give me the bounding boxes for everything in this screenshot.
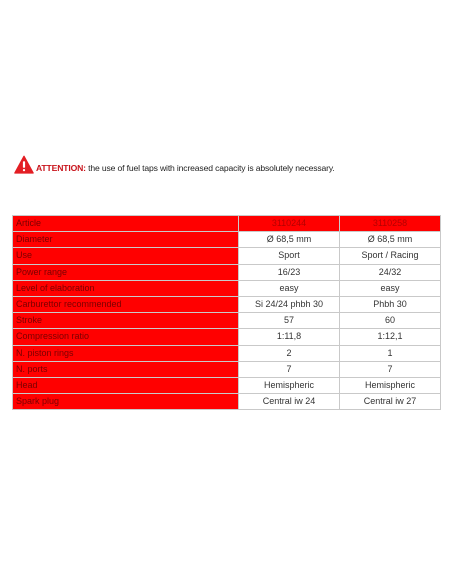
row-value-2: Phbh 30 [340, 296, 441, 312]
row-value-2: 1 [340, 345, 441, 361]
row-value-1: 2 [239, 345, 340, 361]
attention-lead: ATTENTION: [36, 163, 86, 173]
row-label: Diameter [13, 232, 239, 248]
row-label: Head [13, 377, 239, 393]
row-label: Stroke [13, 313, 239, 329]
row-value-1: 1:11,8 [239, 329, 340, 345]
row-value-1: 16/23 [239, 264, 340, 280]
header-col-2: 3110258 [340, 216, 441, 232]
row-value-2: Central iw 27 [340, 394, 441, 410]
row-value-2: Ø 68,5 mm [340, 232, 441, 248]
row-value-2: Hemispheric [340, 377, 441, 393]
row-value-1: Si 24/24 phbh 30 [239, 296, 340, 312]
table-row-spark-plug [13, 394, 441, 410]
row-value-2: Sport / Racing [340, 248, 441, 264]
row-label: Power range [13, 264, 239, 280]
row-value-1: easy [239, 280, 340, 296]
row-label: Carburettor recommended [13, 296, 239, 312]
row-label: Use [13, 248, 239, 264]
spec-table [12, 215, 441, 410]
attention-notice [14, 152, 335, 176]
row-label: Level of elaboration [13, 280, 239, 296]
row-value-2: 24/32 [340, 264, 441, 280]
row-value-2: 1:12,1 [340, 329, 441, 345]
row-label: Spark plug [13, 394, 239, 410]
table-row-head [13, 377, 441, 393]
table-row-stroke [13, 313, 441, 329]
row-value-1: Hemispheric [239, 377, 340, 393]
row-value-1: Central iw 24 [239, 394, 340, 410]
row-label: N. piston rings [13, 345, 239, 361]
header-label: Article [13, 216, 239, 232]
warning-triangle-icon [14, 155, 34, 174]
attention-text [36, 163, 335, 173]
table-row-carburettor [13, 296, 441, 312]
row-label: N. ports [13, 361, 239, 377]
table-row-diameter [13, 232, 441, 248]
row-value-1: 57 [239, 313, 340, 329]
table-header-row [13, 216, 441, 232]
row-value-1: 7 [239, 361, 340, 377]
row-label: Compression ratio [13, 329, 239, 345]
table-row-level-of-elaboration [13, 280, 441, 296]
row-value-1: Ø 68,5 mm [239, 232, 340, 248]
table-row-power-range [13, 264, 441, 280]
attention-message: the use of fuel taps with increased capacity is absolutely necessary. [85, 163, 335, 173]
row-value-1: Sport [239, 248, 340, 264]
table-row-ports [13, 361, 441, 377]
header-col-1: 3110244 [239, 216, 340, 232]
row-value-2: easy [340, 280, 441, 296]
row-value-2: 7 [340, 361, 441, 377]
table-row-compression-ratio [13, 329, 441, 345]
table-row-use [13, 248, 441, 264]
table-row-piston-rings [13, 345, 441, 361]
row-value-2: 60 [340, 313, 441, 329]
